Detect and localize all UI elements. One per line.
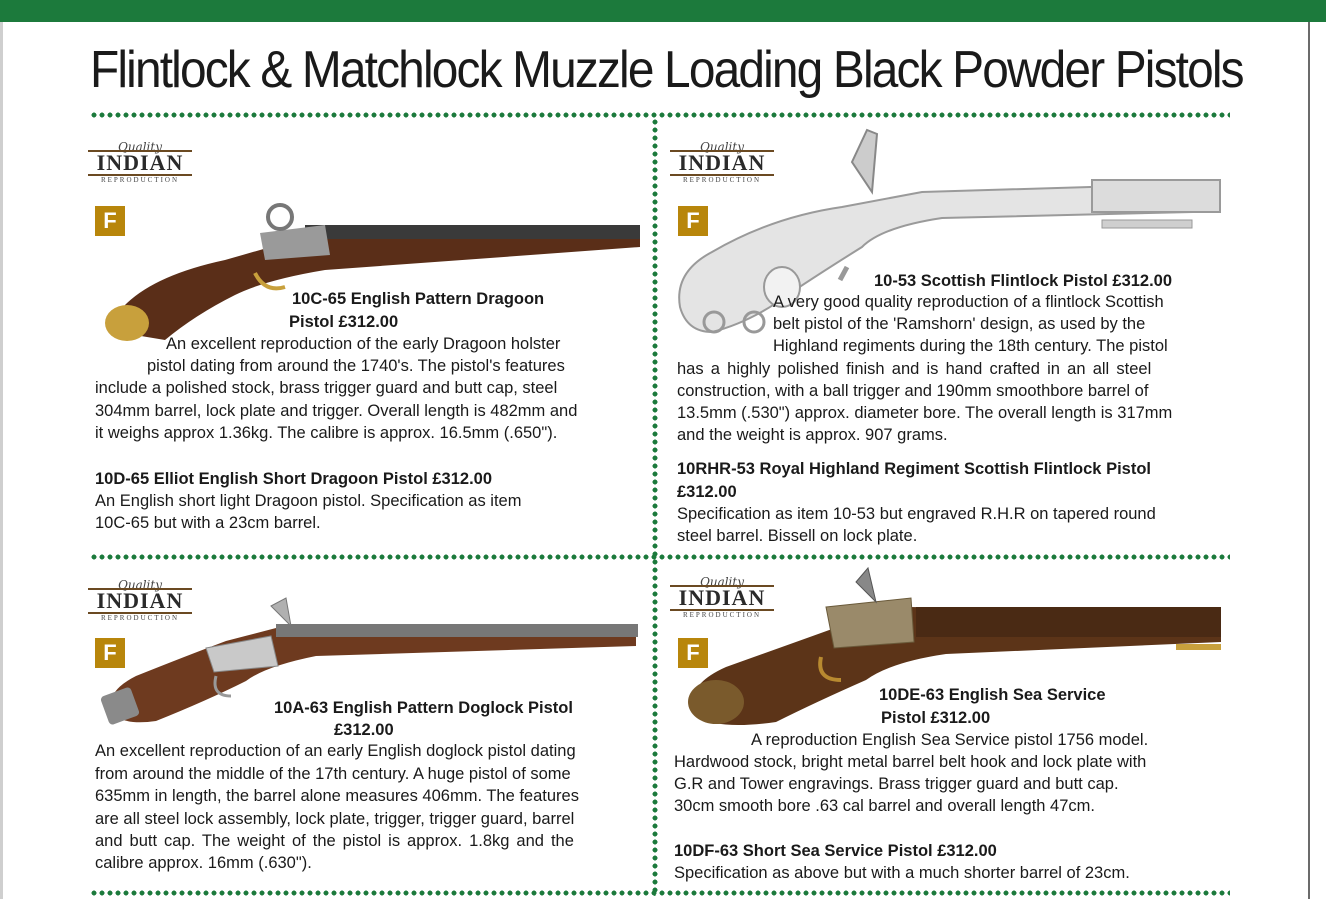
indian-reproduction-logo: Quality INDIAN REPRODUCTION (88, 140, 194, 186)
variant-desc-line: Specification as item 10-53 but engraved R.H.R on tapered round (677, 505, 1156, 523)
product-desc-line: from around the middle of the 17th century. A huge pistol of some (95, 765, 571, 783)
title-divider (90, 112, 1230, 118)
left-margin-rule (0, 22, 3, 899)
product-desc-line: and butt cap. The weight of the pistol is approx. 1.8kg and the (95, 832, 574, 850)
product-desc-line: are all steel lock assembly, lock plate, trigger, trigger guard, barrel (95, 810, 575, 828)
variant-title: 10DF-63 Short Sea Service Pistol £312.00 (674, 842, 997, 860)
row-divider (90, 554, 1230, 560)
product-desc-line: A reproduction English Sea Service pistol 1756 model. (751, 731, 1149, 749)
product-price-line: Pistol £312.00 (289, 313, 399, 331)
page-title: Flintlock & Matchlock Muzzle Loading Black Powder Pistols (90, 41, 1243, 99)
product-desc-line: An excellent reproduction of an early English doglock pistol dating (95, 742, 576, 760)
variant-title: 10D-65 Elliot English Short Dragoon Pistol £312.00 (95, 470, 493, 488)
product-desc-line: An excellent reproduction of the early Dragoon holster (166, 335, 561, 353)
product-desc-line: include a polished stock, brass trigger guard and butt cap, steel (95, 379, 558, 397)
product-title: 10DE-63 English Sea Service (879, 686, 1106, 704)
product-desc-line: 304mm barrel, lock plate and trigger. Overall length is 482mm and (95, 402, 578, 420)
variant-desc-line: steel barrel. Bissell on lock plate. (677, 527, 918, 545)
product-title: 10-53 Scottish Flintlock Pistol £312.00 (874, 272, 1173, 290)
product-price-line: Pistol £312.00 (881, 709, 991, 727)
product-desc-line: Hardwood stock, bright metal barrel belt hook and lock plate with (674, 753, 1147, 771)
right-margin-rule (1308, 22, 1310, 899)
column-divider (652, 118, 658, 896)
product-desc-line: G.R and Tower engravings. Brass trigger guard and butt cap. (674, 775, 1119, 793)
product-desc-line: belt pistol of the 'Ramshorn' design, as used by the (773, 315, 1146, 333)
product-desc-line: A very good quality reproduction of a flintlock Scottish (773, 293, 1164, 311)
variant-desc-line: An English short light Dragoon pistol. Specification as item (95, 492, 522, 510)
flintlock-badge: F (95, 206, 125, 236)
product-desc-line: pistol dating from around the 1740's. The pistol's features (147, 357, 565, 375)
variant-desc-line: Specification as above but with a much shorter barrel of 23cm. (674, 864, 1130, 882)
flintlock-badge: F (678, 206, 708, 236)
product-desc-line: has a highly polished finish and is hand crafted in an all steel (677, 360, 1152, 378)
product-price-line: £312.00 (334, 721, 394, 739)
variant-title: 10RHR-53 Royal Highland Regiment Scottish Flintlock Pistol (677, 460, 1151, 478)
top-accent-bar (0, 0, 1326, 22)
indian-reproduction-logo: Quality INDIAN REPRODUCTION (670, 140, 776, 186)
product-desc-line: and the weight is approx. 907 grams. (677, 426, 948, 444)
product-title: 10A-63 English Pattern Doglock Pistol (274, 699, 573, 717)
product-desc-line: it weighs approx 1.36kg. The calibre is approx. 16.5mm (.650"). (95, 424, 558, 442)
product-desc-line: 30cm smooth bore .63 cal barrel and overall length 47cm. (674, 797, 1095, 815)
product-desc-line: 13.5mm (.530") approx. diameter bore. The overall length is 317mm (677, 404, 1173, 422)
flintlock-badge: F (95, 638, 125, 668)
variant-price-line: £312.00 (677, 483, 737, 501)
product-desc-line: 635mm in length, the barrel alone measures 406mm. The features (95, 787, 579, 805)
product-desc-line: construction, with a ball trigger and 190mm smoothbore barrel of (677, 382, 1149, 400)
product-desc-line: calibre approx. 16mm (.630"). (95, 854, 312, 872)
indian-reproduction-logo: Quality INDIAN REPRODUCTION (670, 575, 776, 621)
bottom-divider (90, 890, 1230, 896)
product-desc-line: Highland regiments during the 18th century. The pistol (773, 337, 1168, 355)
flintlock-badge: F (678, 638, 708, 668)
product-title: 10C-65 English Pattern Dragoon (292, 290, 545, 308)
variant-desc-line: 10C-65 but with a 23cm barrel. (95, 514, 321, 532)
indian-reproduction-logo: Quality INDIAN REPRODUCTION (88, 578, 194, 624)
